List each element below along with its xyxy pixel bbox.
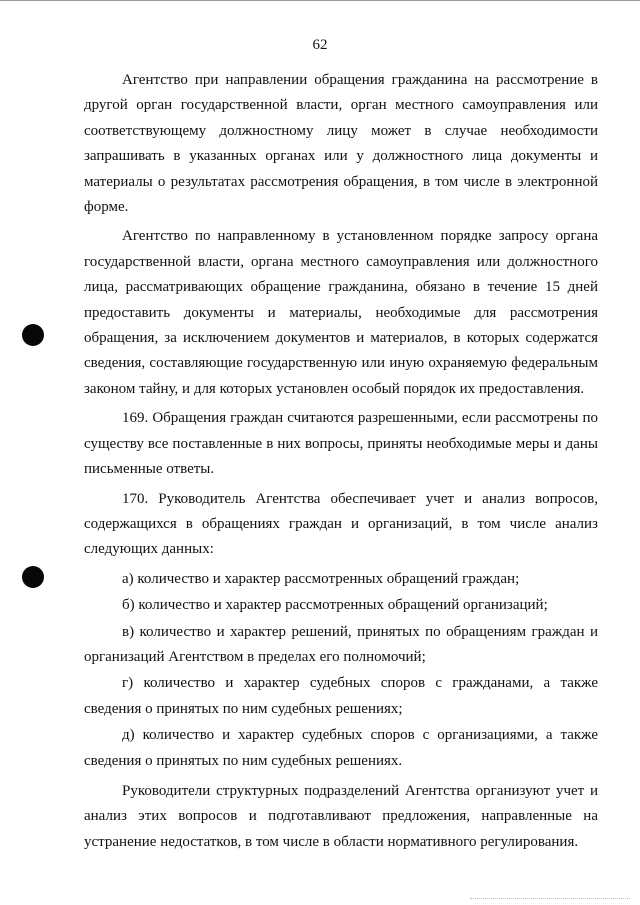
list-item-g: г) количество и характер судебных споров с гражданами, а также сведения о принятых по ним судебных решениях;	[84, 675, 598, 717]
list-item-b: б) количество и характер рассмотренных обращений организаций;	[122, 597, 548, 614]
paragraph-170: 170. Руководитель Агентства обеспечивает учет и анализ вопросов, содержащихся в обращениях граждан и организаций, в том числе анализ следующих данных:	[84, 490, 598, 558]
page-number: 62	[312, 37, 328, 53]
list-item-v: в) количество и характер решений, принятых по обращениям граждан и организаций Агентством в пределах его полномочий;	[84, 623, 598, 665]
paragraph-department-heads: Руководители структурных подразделений Агентства организуют учет и анализ этих вопросов и подготавливают предложения, направленные на устранение недостатков, в том числе в области нормативного регулирования.	[84, 782, 598, 850]
punch-hole-bottom	[22, 566, 44, 588]
page-top-edge	[0, 0, 640, 1]
scan-edge-artifact	[470, 898, 630, 899]
paragraph-169: 169. Обращения граждан считаются разрешенными, если рассмотрены по существу все поставленные в них вопросы, приняты необходимые меры и даны письменные ответы.	[84, 410, 598, 478]
punch-hole-top	[22, 324, 44, 346]
document-body	[84, 68, 598, 859]
list-item-d: д) количество и характер судебных споров с организациями, а также сведения о принятых по ним судебных решениях.	[84, 727, 598, 769]
paragraph-agency-request: Агентство при направлении обращения гражданина на рассмотрение в другой орган государственной власти, орган местного самоуправления или соответствующему должностному лицу может в случае необходимости запрашивать в указанных органах или у должностного лица документы и материалы о результатах рассмотрения обращения, в том числе в электронной форме.	[84, 72, 598, 216]
list-item-a: а) количество и характер рассмотренных обращений граждан;	[122, 570, 520, 587]
paragraph-agency-obligation: Агентство по направленному в установленном порядке запросу органа государственной власти, органа местного самоуправления или должностного лица, рассматривающих обращение гражданина, обязано в течение 15 дней предоставить документы и материалы, необходимые для рассмотрения обращения, за исключением документов и материалов, в которых содержатся сведения, составляющие государственную или иную охраняемую федеральным законом тайну, и для которых установлен особый порядок их предоставления.	[84, 228, 598, 397]
